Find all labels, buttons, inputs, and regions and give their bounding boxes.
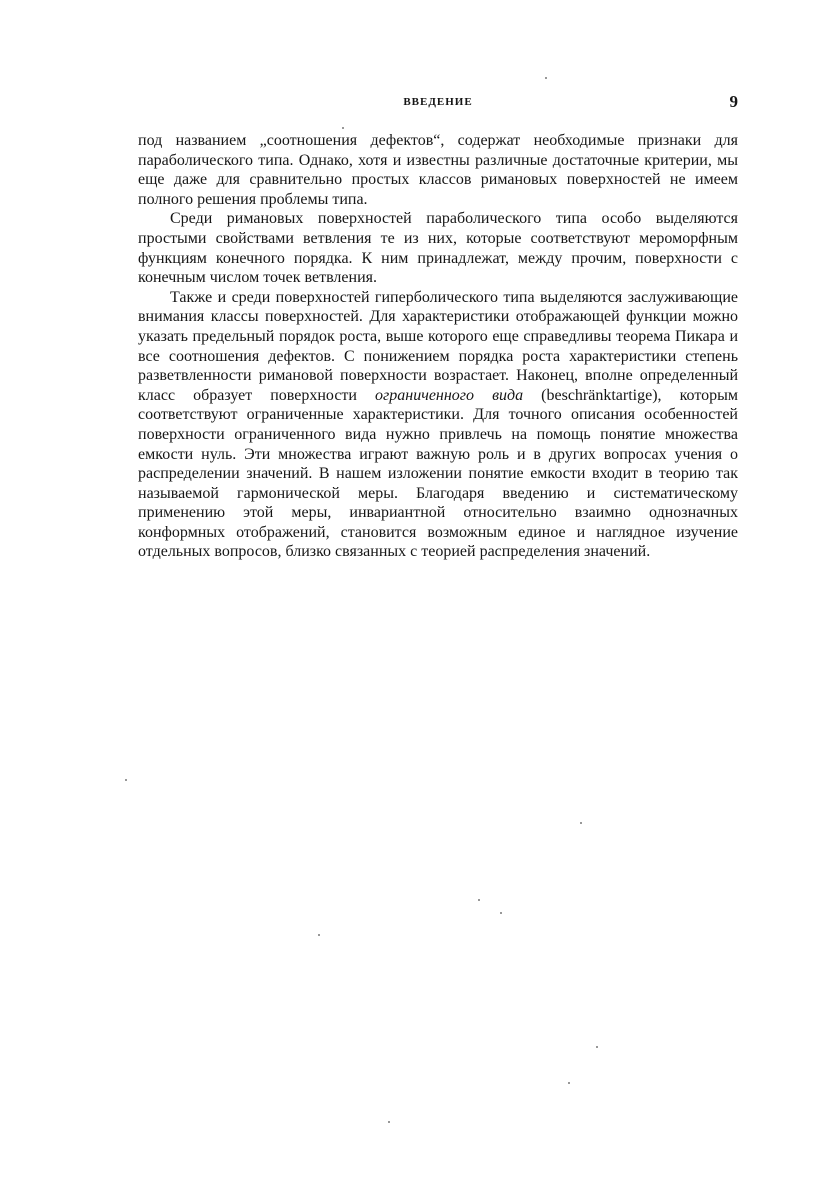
paragraph-3-text-start: Также и среди поверхностей гиперболического типа выделяются заслуживающие внимания классы поверхностей. Для характеристики отображающей функции можно указать предельный порядок роста, выше которого еще справедливы теорема Пикара и все соотношения дефектов. С понижением порядка роста характеристики степень разветвленности римановой поверхности возрастает. Наконец, вполне определенный класс образует поверхности — [138, 288, 738, 404]
emphasized-term: ограниченного вида — [375, 386, 524, 404]
scan-speck — [545, 77, 547, 79]
scan-speck — [478, 899, 480, 901]
running-title: ВВЕДЕНИЕ — [403, 96, 473, 108]
body-text — [138, 131, 738, 562]
page-header — [138, 92, 738, 116]
paragraph-3-text-end: (beschränktartige), которым соответствуют ограниченные характеристики. Для точного описания особенностей поверхности ограниченного вида нужно привлечь на помощь понятие множества емкости нуль. Эти множества играют важную роль и в других вопросах учения о распределении значений. В нашем изложении понятие емкости входит в теорию так называемой гармонической меры. Благодаря введению и систематическому применению этой меры, инвариантной относительно взаимно однозначных конформных отображений, становится возможным единое и наглядное изучение отдельных вопросов, близко связанных с теорией распределения значений. — [138, 386, 738, 561]
scan-speck — [388, 1121, 390, 1123]
page-number: 9 — [729, 92, 738, 111]
paragraph-3 — [138, 288, 738, 562]
scan-speck — [318, 934, 320, 936]
scan-speck — [580, 822, 582, 824]
scan-speck — [125, 779, 127, 781]
scan-speck — [596, 1046, 598, 1048]
scan-speck — [568, 1082, 570, 1084]
paragraph-1: под названием „соотношения дефектов“, содержат необходимые признаки для параболического типа. Однако, хотя и известны различные достаточные критерии, мы еще даже для сравнительно простых классов римановых поверхностей не имеем полного решения проблемы типа. — [138, 132, 738, 208]
paragraph-2: Среди римановых поверхностей параболического типа особо выделяются простыми свойствами ветвления те из них, которые соответствуют мероморфным функциям конечного порядка. К ним принадлежат, между прочим, поверхности с конечным числом точек ветвления. — [138, 210, 738, 287]
scan-speck — [342, 127, 344, 129]
scan-speck — [500, 912, 502, 914]
